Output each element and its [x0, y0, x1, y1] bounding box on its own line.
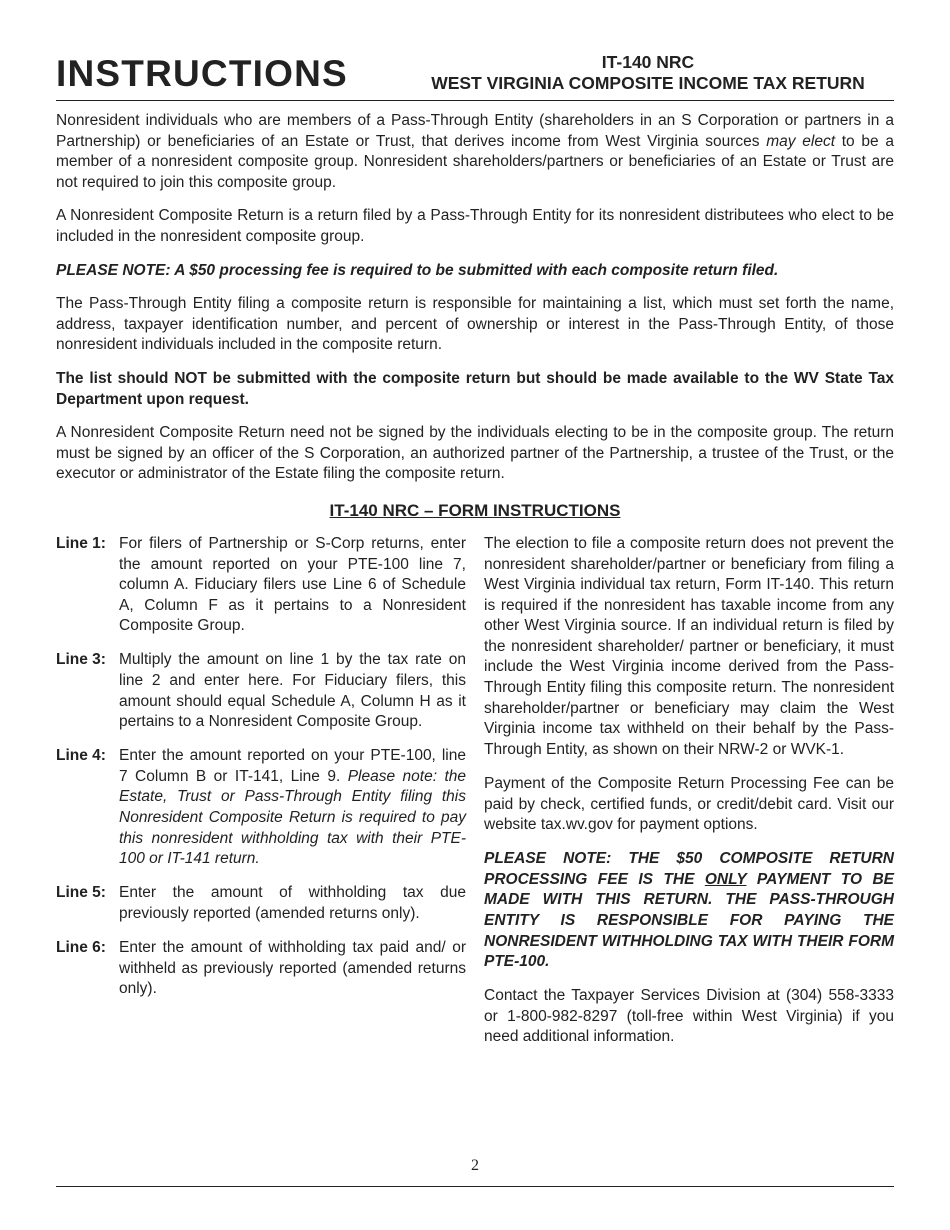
- intro-paragraph-4: The Pass-Through Entity filing a composite return is responsible for maintaining a list, which must set forth the name, address, taxpayer identification number, and percent of ownership or interest in the Pass-Through Entity, of those nonresident individuals included in the composite return.: [56, 295, 894, 354]
- page-number: 2: [471, 1157, 479, 1174]
- intro-p1-text-c: to be a member of a nonresident composite group. Nonresident shareholders/partners or beneficiaries of an Estate or Trust are not required to join this composite group.: [56, 132, 894, 191]
- line-text: [119, 746, 466, 870]
- page-title: INSTRUCTIONS: [56, 53, 348, 94]
- line-text: Enter the amount of withholding tax paid and/ or withheld as previously reported (amended returns only).: [119, 939, 466, 998]
- line-text: For filers of Partnership or S-Corp returns, enter the amount reported on your PTE-100 line 7, column A. Fiduciary filers use Line 6 of Schedule A, Column F as it pertains to a Nonresident Composite Group.: [119, 534, 466, 635]
- intro-p1-emphasis: may elect: [766, 132, 835, 150]
- fee-note-text-a: PLEASE NOTE: THE $50 COMPOSITE RETURN PROCESSING FEE IS THE: [484, 850, 894, 888]
- line-3-instruction: [56, 650, 466, 732]
- form-name: WEST VIRGINIA COMPOSITE INCOME TAX RETURN: [431, 73, 865, 93]
- line-1-instruction: [56, 534, 466, 637]
- line-label: Line 4:: [56, 747, 106, 765]
- line-instructions: [56, 534, 466, 1062]
- fee-note-emphasis: ONLY: [704, 870, 747, 888]
- line-label: Line 5:: [56, 884, 106, 902]
- line-text: Enter the amount of withholding tax due previously reported (amended returns only).: [119, 884, 466, 922]
- line-label: Line 6:: [56, 939, 106, 956]
- line-4-note: Please note: the Estate, Trust or Pass-Through Entity filing this Nonresident Composite Return is required to pay this nonresident withholding tax with their PTE-100 or IT-141 return.: [119, 767, 466, 868]
- line-label: Line 1:: [56, 534, 106, 552]
- instructions-columns: [56, 534, 894, 1062]
- intro-paragraph-6: A Nonresident Composite Return need not be signed by the individuals electing to be in the composite group. The return must be signed by an officer of the S Corporation, an authorized partner of the Partnership, a trustee of the Trust, or the executor or administrator of the Estate filing the composite return.: [56, 424, 894, 483]
- processing-fee-note: PLEASE NOTE: A $50 processing fee is required to be submitted with each composite return filed.: [56, 261, 779, 279]
- line-4-text: Enter the amount reported on your PTE-100, line 7 Column B or IT-141, Line 9.: [119, 747, 466, 785]
- election-paragraph: The election to file a composite return does not prevent the nonresident shareholder/partner or beneficiary from filing a West Virginia individual tax return, Form IT-140. This return is required if the nonresident has taxable income from any other West Virginia source. If an individual return is filed by the nonresident shareholder/ partner or beneficiary, it must include the West Virginia income derived from the Pass-Through Entity filing this composite return. The nonresident shareholder/partner or beneficiary may claim the West Virginia income tax withheld on their behalf by the Pass-Through Entity, as shown on their NRW-2 or WVK-1.: [484, 534, 894, 758]
- footer-rule: [56, 1186, 894, 1187]
- intro-paragraph-2: A Nonresident Composite Return is a return filed by a Pass-Through Entity for its nonresident distributees who elect to be included in the nonresident composite group.: [56, 207, 894, 245]
- form-code: IT-140 NRC: [601, 52, 695, 72]
- list-submission-note: The list should NOT be submitted with the composite return but should be made available to the WV State Tax Department upon request.: [56, 369, 894, 408]
- page: [56, 50, 894, 1062]
- general-instructions: [484, 534, 894, 1062]
- fee-only-note: [484, 849, 894, 973]
- form-heading: [402, 52, 894, 94]
- line-5-instruction: [56, 883, 466, 924]
- header-rule: [56, 100, 894, 101]
- contact-paragraph: Contact the Taxpayer Services Division at (304) 558-3333 or 1-800-982-8297 (toll-free within West Virginia) if you need additional information.: [484, 987, 894, 1046]
- fee-note-text-c: PAYMENT TO BE MADE WITH THIS RETURN. THE PASS-THROUGH ENTITY IS RESPONSIBLE FOR PAYING THE NONRESIDENT WITHHOLDING TAX WITH THEIR FORM PTE-100.: [484, 870, 894, 971]
- line-6-instruction: [56, 938, 466, 1000]
- line-4-instruction: [56, 746, 466, 870]
- intro-section: [56, 111, 894, 485]
- intro-p1-text-a: Nonresident individuals who are members of a Pass-Through Entity (shareholders in an S Corporation or partners in a Partnership) or beneficiaries of an Estate or Trust, that derives income from West Virginia sources: [56, 112, 894, 150]
- intro-paragraph-1: [56, 111, 894, 193]
- payment-paragraph: Payment of the Composite Return Processing Fee can be paid by check, certified funds, or credit/debit card. Visit our website tax.wv.gov for payment options.: [484, 774, 894, 834]
- header: [56, 50, 894, 98]
- line-text: Multiply the amount on line 1 by the tax rate on line 2 and enter here. For Fiduciary filers, this amount should equal Schedule A, Column H as it pertains to a Nonresident Composite Group.: [119, 651, 466, 731]
- line-label: Line 3:: [56, 651, 106, 669]
- form-instructions-title: IT-140 NRC – FORM INSTRUCTIONS: [329, 500, 621, 520]
